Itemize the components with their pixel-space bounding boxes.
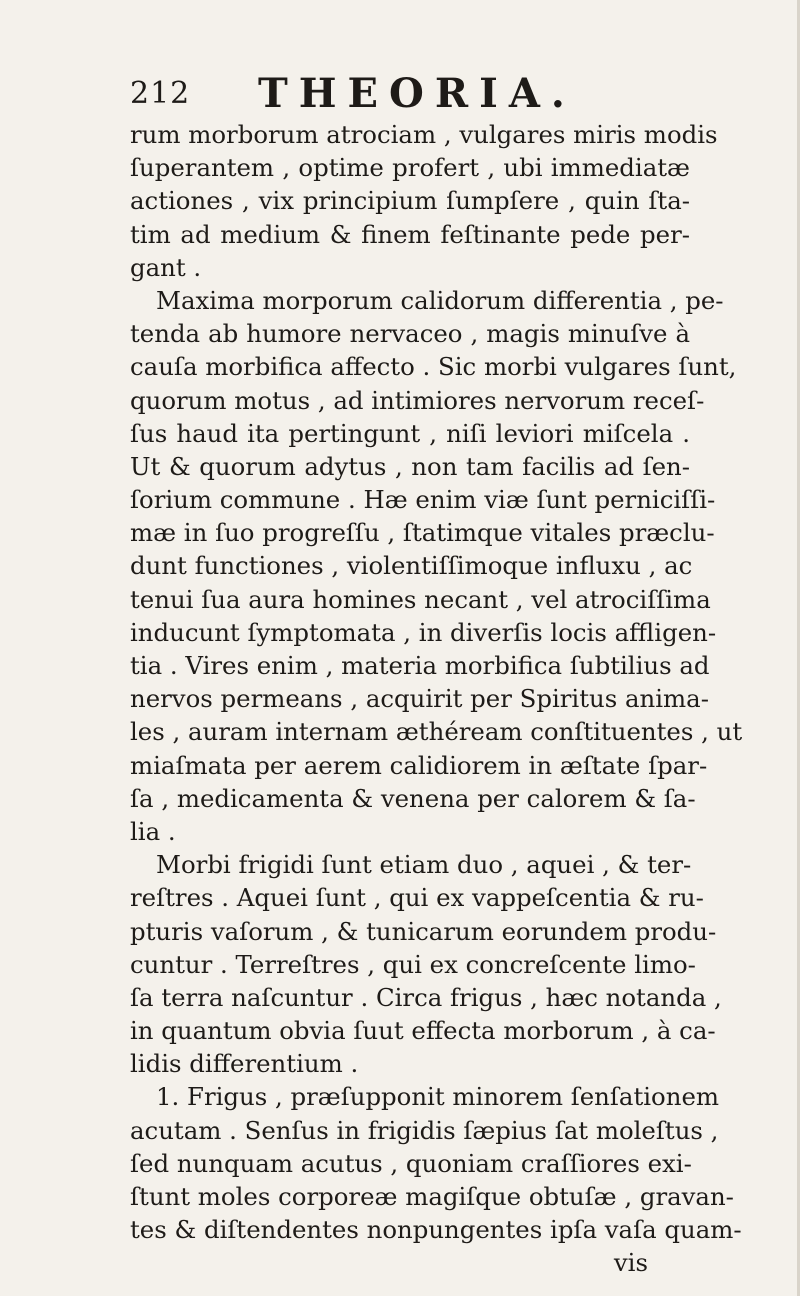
text-line: in quantum obvia ſuut effecta morborum , à ca- (130, 1016, 716, 1046)
text-line: tenda ab humore nervaceo , magis minuſve à (130, 319, 690, 349)
text-line: les , auram internam æthéream conſtituentes , ut (130, 717, 743, 747)
text-line: ſus haud ita pertingunt , niſi leviori miſcela . (130, 418, 690, 448)
text-line: cuntur . Terreſtres , qui ex concreſcente limo- (130, 949, 696, 979)
page-header (130, 70, 690, 118)
text-line: 1. Frigus , præſupponit minorem ſenſationem (156, 1082, 720, 1112)
text-line: gant . (130, 252, 202, 282)
text-line: actiones , vix principium ſumpſere , quin ſta- (130, 186, 690, 216)
text-line: lidis differentium . (130, 1049, 359, 1079)
text-line: nervos permeans , acquirit per Spiritus anima- (130, 684, 709, 714)
text-line: tes & diſtendentes nonpungentes ipſa vaſa quam- (130, 1215, 742, 1245)
text-line: tim ad medium & finem feſtinante pede per- (130, 219, 690, 249)
text-line: ſa terra naſcuntur . Circa frigus , hæc notanda , (130, 982, 722, 1012)
text-line: Morbi frigidi ſunt etiam duo , aquei , & ter- (156, 850, 692, 880)
text-line: ſed nunquam acutus , quoniam craſſiores exi- (130, 1148, 692, 1178)
text-line: miaſmata per aerem calidiorem in æſtate ſpar- (130, 750, 708, 780)
text-line: ſuperantem , optime profert , ubi immediatæ (130, 153, 690, 183)
running-title: THEORIA. (258, 70, 576, 117)
text-line: ſa , medicamenta & venena per calorem & ſa- (130, 783, 696, 813)
text-line: Maxima morporum calidorum differentia , pe- (156, 285, 724, 315)
text-line: mæ in ſuo progreſſu , ſtatimque vitales præclu- (130, 518, 715, 548)
text-line: tia . Vires enim , materia morbifica ſubtilius ad (130, 651, 710, 680)
text-line: acutam . Senſus in frigidis ſæpius ſat moleſtus , (130, 1115, 719, 1145)
text-line: cauſa morbifica affecto . Sic morbi vulgares ſunt, (130, 352, 737, 382)
text-line: tenui ſua aura homines necant , vel atrociſſima (130, 584, 711, 614)
text-line: pturis vaſorum , & tunicarum eorundem produ- (130, 916, 717, 946)
text-line: dunt functiones , violentiſſimoque influxu , ac (130, 551, 693, 581)
text-line: ſtunt moles corporeæ magiſque obtuſæ , gravan- (130, 1182, 734, 1211)
text-line: reſtres . Aquei ſunt , qui ex vappeſcentia & ru- (130, 883, 704, 913)
catchword: vis (613, 1248, 648, 1278)
text-line: rum morborum atrociam , vulgares miris modis (130, 120, 718, 149)
text-line: Ut & quorum adytus , non tam facilis ad ſen- (130, 451, 690, 481)
body-text (130, 118, 743, 1280)
page-number: 212 (130, 76, 191, 111)
text-line: lia . (130, 816, 176, 846)
text-line: quorum motus , ad intimiores nervorum receſ- (130, 385, 705, 415)
text-line: ſorium commune . Hæ enim viæ ſunt perniciſſi- (130, 485, 716, 515)
text-line: inducunt ſymptomata , in diverſis locis affligen- (130, 617, 717, 647)
